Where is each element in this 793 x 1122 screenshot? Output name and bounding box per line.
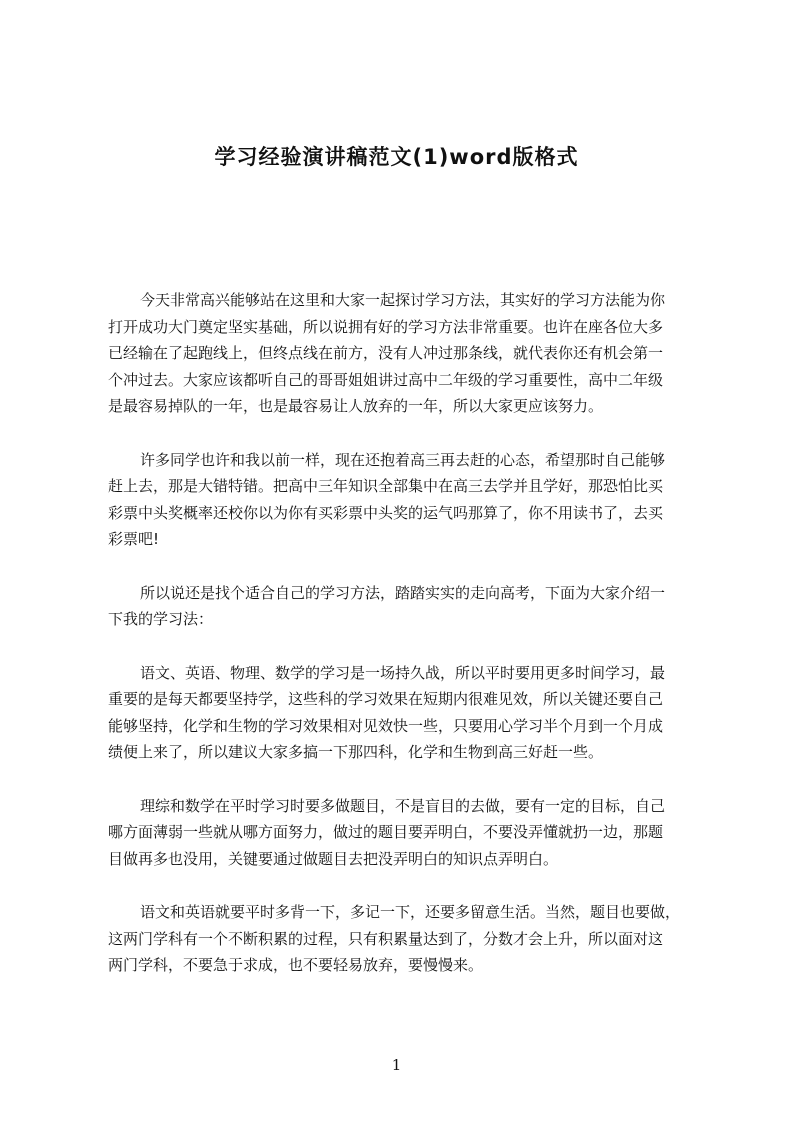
paragraph-line: 两门学科，不要急于求成，也不要轻易放弃，要慢慢来。	[108, 956, 484, 974]
paragraph-6	[0, 899, 793, 979]
paragraph-line: 哪方面薄弱一些就从哪方面努力，做过的题目要弄明白，不要没弄懂就扔一边，那题	[108, 823, 664, 841]
paragraph-line: 打开成功大门奠定坚实基础，所以说拥有好的学习方法非常重要。也许在座各位大多	[108, 317, 664, 336]
paragraph-line: 绩便上来了，所以建议大家多搞一下那四科，化学和生物到高三好赶一些。	[108, 743, 604, 761]
paragraph-line: 所以说还是找个适合自己的学习方法，踏踏实实的走向高考，下面为大家介绍一	[140, 583, 666, 602]
page-number: 1	[391, 1056, 402, 1074]
paragraph-line: 下我的学习法：	[108, 610, 214, 628]
paragraph-4	[0, 660, 793, 766]
paragraph-line: 彩票吧!	[108, 530, 160, 548]
paragraph-line: 赶上去，那是大错特错。把高中三年知识全部集中在高三去学并且学好，那恐怕比买	[108, 477, 664, 495]
document-body	[0, 287, 793, 1006]
paragraph-line: 理综和数学在平时学习时要多做题目，不是盲目的去做，要有一定的目标，自己	[140, 796, 666, 815]
paragraph-line: 是最容易掉队的一年，也是最容易让人放弃的一年，所以大家更应该努力。	[108, 397, 604, 415]
paragraph-line: 今天非常高兴能够站在这里和大家一起探讨学习方法，其实好的学习方法能为你	[140, 291, 666, 309]
paragraph-line: 能够坚持，化学和生物的学习效果相对见效快一些，只要用心学习半个月到一个月成	[108, 716, 664, 735]
document-title: 学习经验演讲稿范文(1)word版格式	[214, 145, 579, 169]
paragraph-line: 目做再多也没用，关键要通过做题目去把没弄明白的知识点弄明白。	[108, 849, 559, 868]
paragraph-2	[0, 447, 793, 553]
paragraph-line: 语文、英语、物理、数学的学习是一场持久战，所以平时要用更多时间学习，最	[140, 663, 666, 682]
paragraph-5	[0, 793, 793, 873]
paragraph-line: 这两门学科有一个不断积累的过程，只有积累量达到了，分数才会上升，所以面对这	[108, 929, 664, 948]
paragraph-3	[0, 580, 793, 633]
paragraph-1	[0, 287, 793, 420]
paragraph-line: 语文和英语就要平时多背一下，多记一下，还要多留意生活。当然，题目也要做，	[140, 903, 681, 921]
paragraph-line: 已经输在了起跑线上，但终点线在前方，没有人冲过那条线，就代表你还有机会第一	[108, 344, 664, 362]
paragraph-line: 许多同学也许和我以前一样，现在还抱着高三再去赶的心态，希望那时自己能够	[140, 450, 666, 469]
paragraph-line: 彩票中头奖概率还校你以为你有买彩票中头奖的运气吗那算了，你不用读书了，去买	[108, 503, 664, 522]
paragraph-line: 个冲过去。大家应该都听自己的哥哥姐姐讲过高中二年级的学习重要性，高中二年级	[108, 370, 664, 389]
paragraph-line: 重要的是每天都要坚持学，这些科的学习效果在短期内很难见效，所以关键还要自己	[108, 690, 664, 708]
